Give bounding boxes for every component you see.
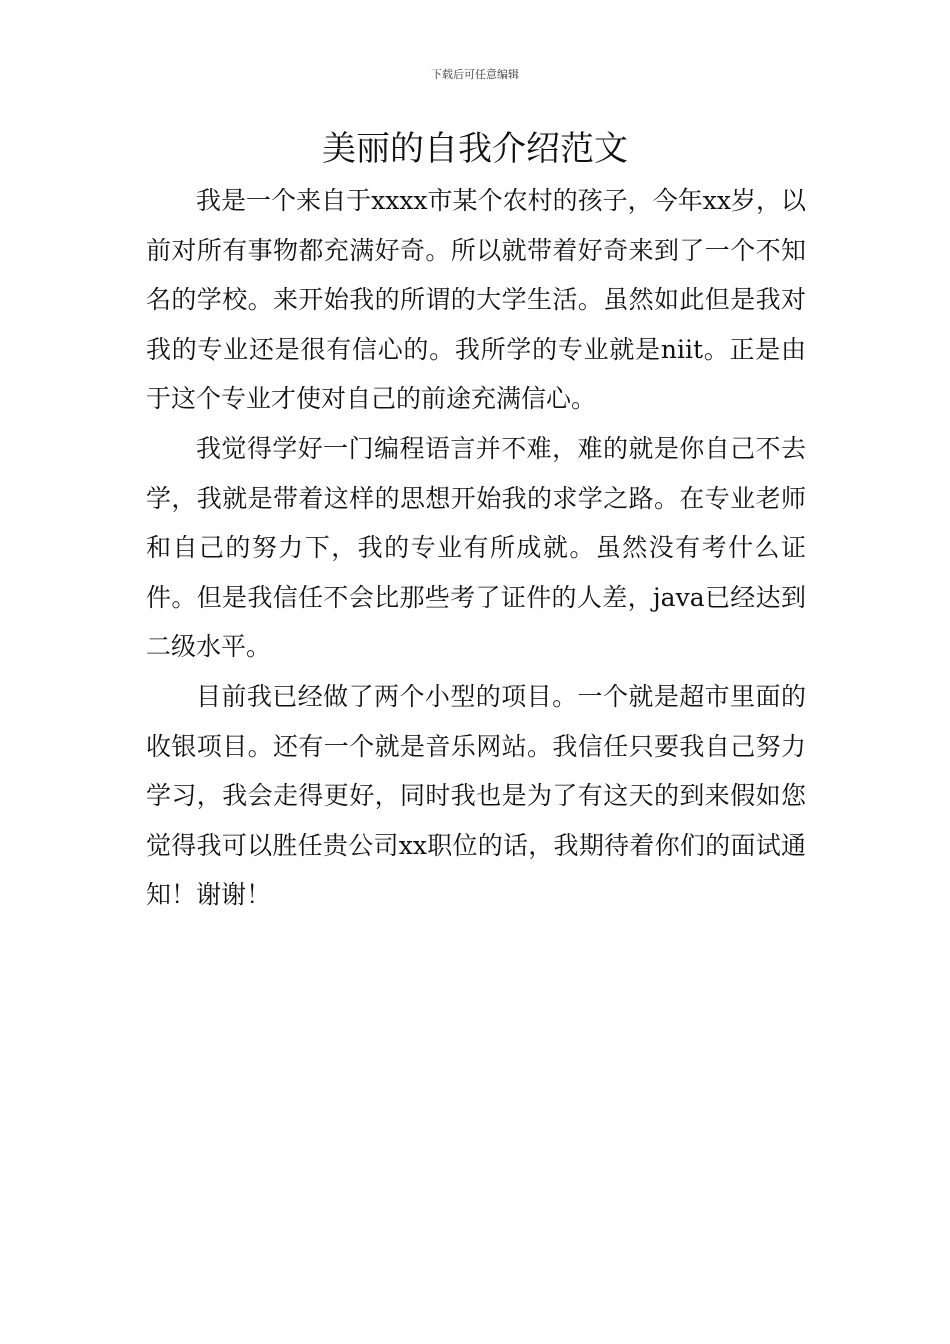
document-body [146, 176, 806, 920]
document-title: 美丽的自我介绍范文 [322, 129, 628, 169]
header-note: 下载后可任意编辑 [431, 68, 519, 81]
paragraph-2: 我觉得学好一门编程语言并不难，难的就是你自己不去学，我就是带着这样的思想开始我的求学之路。在专业老师和自己的努力下，我的专业有所成就。虽然没有考什么证件。但是我信任不会比那些考了证件的人差，java已经达到二级水平。 [146, 433, 806, 662]
paragraph-1: 我是一个来自于xxxx市某个农村的孩子，今年xx岁，以前对所有事物都充满好奇。所以就带着好奇来到了一个不知名的学校。来开始我的所谓的大学生活。虽然如此但是我对我的专业还是很有信心的。我所学的专业就是niit。正是由于这个专业才使对自己的前途充满信心。 [146, 186, 806, 414]
paragraph-3: 目前我已经做了两个小型的项目。一个就是超市里面的收银项目。还有一个就是音乐网站。我信任只要我自己努力学习，我会走得更好，同时我也是为了有这天的到来假如您觉得我可以胜任贵公司xx职位的话，我期待着你们的面试通知！谢谢！ [146, 681, 806, 910]
